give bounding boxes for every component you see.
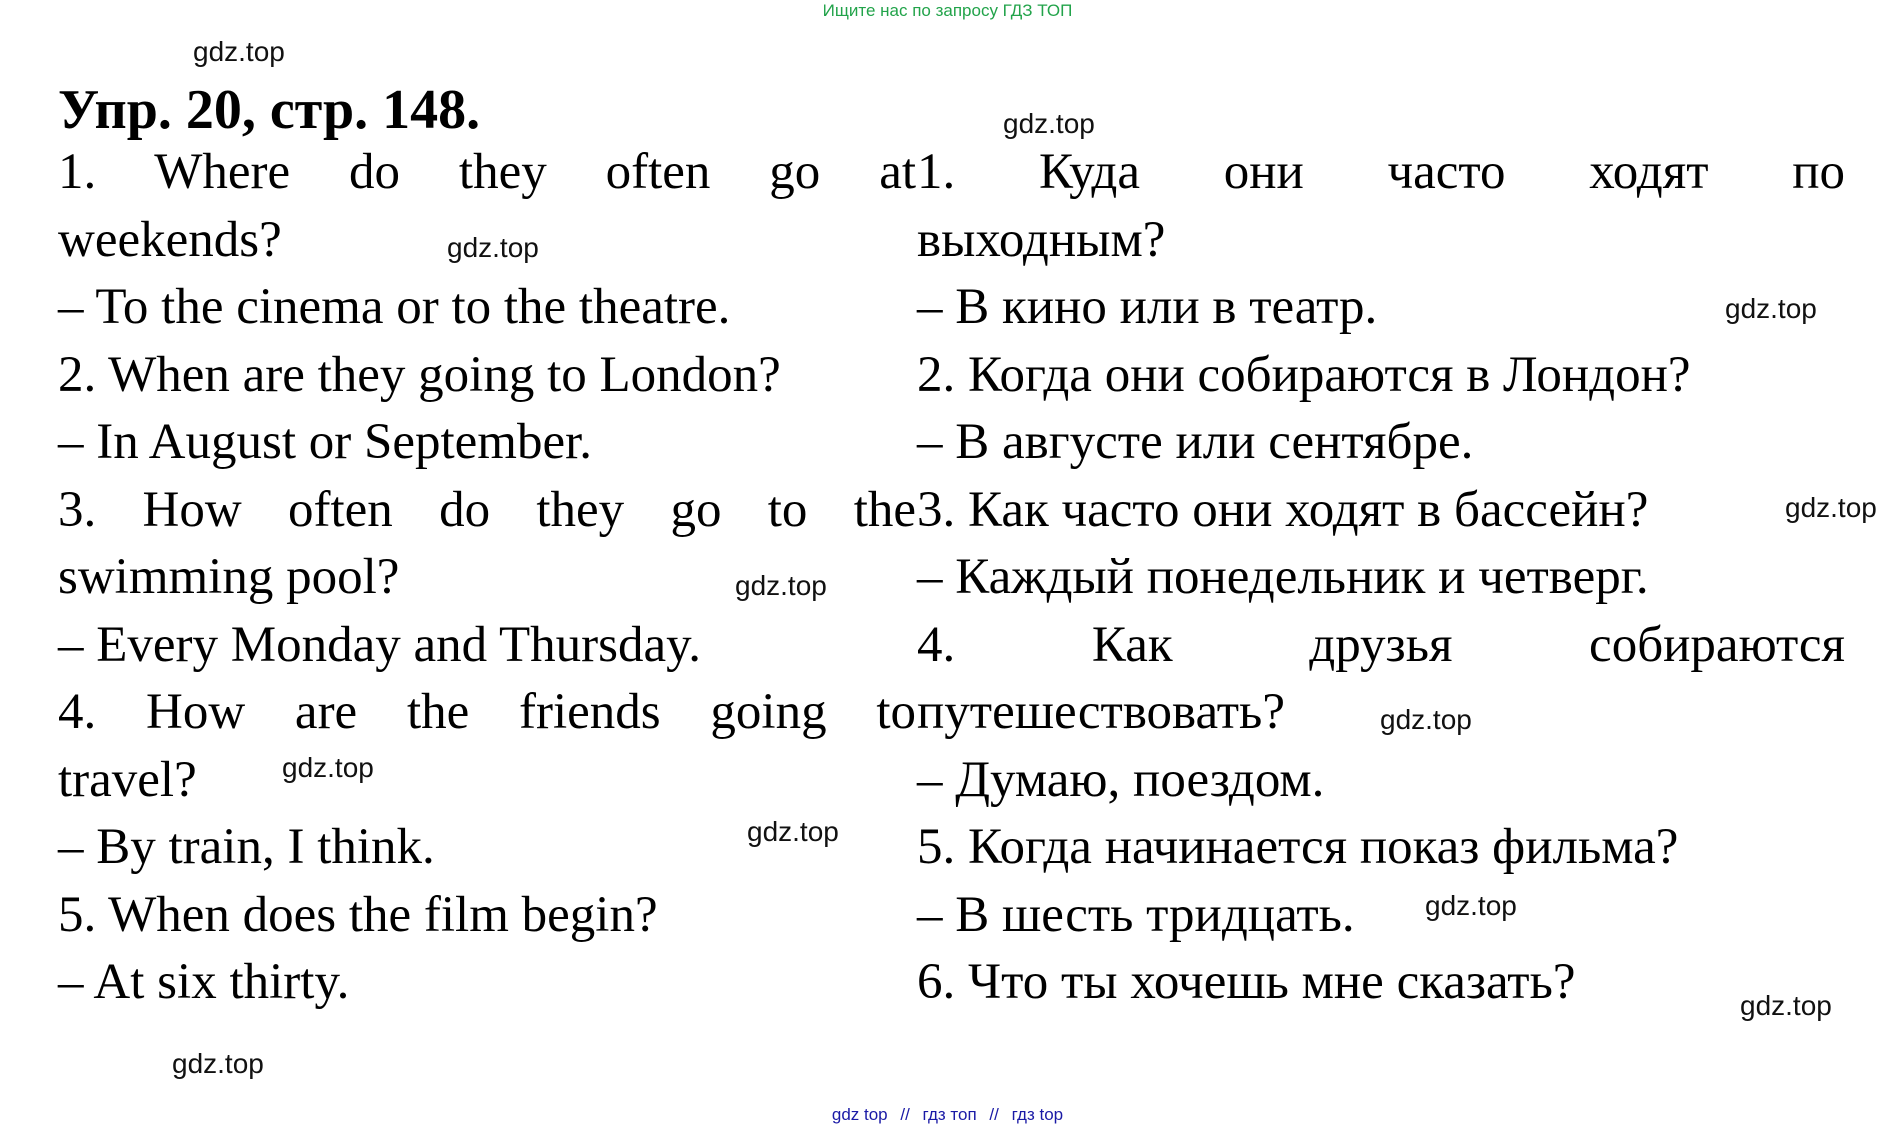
russian-column [917,139,1845,1017]
exercise-title: Упр. 20, стр. 148. [58,79,481,141]
english-line: – In August or September. [58,414,593,470]
watermark: gdz.top [172,1048,264,1079]
english-line: travel? [58,751,197,808]
english-line: 2. When are they going to London? [58,346,781,403]
russian-line: – Каждый понедельник и четверг. [917,549,1649,605]
english-line: weekends? [58,211,282,268]
english-line: 3. How often do they go to the [58,481,916,538]
watermark: gdz.top [447,232,539,263]
russian-line: 3. Как часто они ходят в бассейн? [917,481,1649,538]
english-line: – Every Monday and Thursday. [58,616,702,673]
watermark: gdz.top [1003,108,1095,139]
english-line: – To the cinema or to the theatre. [58,279,731,335]
english-line: 5. When does the film begin? [58,886,658,943]
watermark: gdz.top [1785,492,1877,523]
russian-line: путешествовать? [917,684,1285,740]
watermark: gdz.top [1740,990,1832,1021]
watermark: gdz.top [1425,890,1517,921]
english-line: – At six thirty. [58,954,350,1010]
watermark: gdz.top [282,752,374,783]
russian-line: – В августе или сентябре. [917,414,1474,470]
english-line: – By train, I think. [58,819,435,875]
english-line: 4. How are the friends going to [58,684,916,740]
footer-link[interactable]: гдз топ [922,1105,977,1124]
watermark: gdz.top [1380,704,1472,735]
footer-separator: // [900,1105,910,1124]
footer-separator: // [989,1105,999,1124]
footer-links [0,1105,1895,1125]
watermark: gdz.top [193,36,285,67]
watermark: gdz.top [735,570,827,601]
russian-line: – В кино или в театр. [917,279,1378,335]
russian-line: 6. Что ты хочешь мне сказать? [917,954,1576,1010]
watermark: gdz.top [1725,293,1817,324]
russian-line: 5. Когда начинается показ фильма? [917,819,1679,875]
watermark: gdz.top [747,816,839,847]
footer-link[interactable]: гдз top [1011,1105,1064,1124]
english-line: swimming pool? [58,549,400,605]
russian-line: 1. Куда они часто ходят по [917,144,1845,200]
russian-line: выходным? [917,211,1166,268]
russian-line: – Думаю, поездом. [917,751,1325,808]
russian-line: 2. Когда они собираются в Лондон? [917,346,1691,403]
search-banner: Ищите нас по запросу ГДЗ ТОП [822,1,1073,20]
russian-line: – В шесть тридцать. [917,886,1355,943]
english-line: 1. Where do they often go at [58,144,916,200]
russian-line: 4. Как друзья собираются [917,616,1845,673]
footer-link[interactable]: gdz top [831,1105,888,1124]
